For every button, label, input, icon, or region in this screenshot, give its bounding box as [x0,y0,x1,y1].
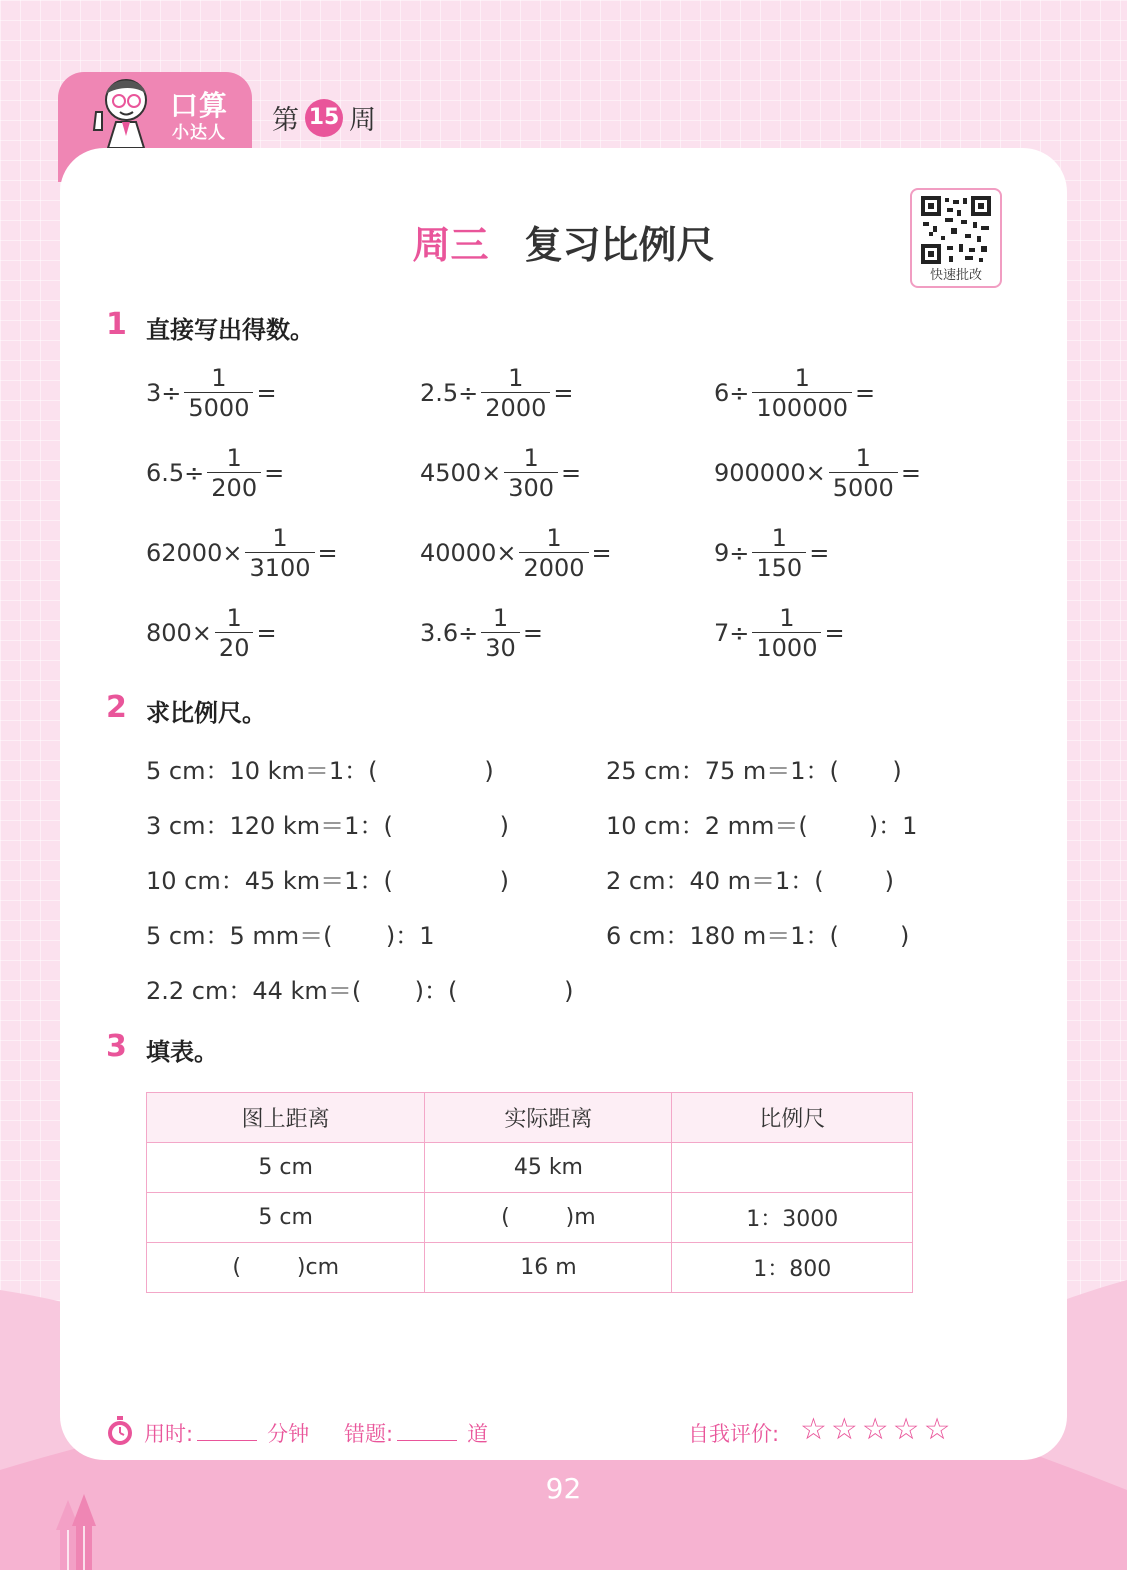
table-header-cell: 图上距离 [147,1093,425,1143]
table-cell: 45 km [425,1143,672,1193]
badge-title: 口算 [170,89,229,122]
calc-problem: 62000× $\frac{1}{3100}$ = [146,524,338,582]
table-header-row [147,1093,913,1143]
calc-problem: 6÷ $\frac{1}{100000}$ = [714,364,876,422]
rating-stars[interactable]: ☆☆☆☆☆ [800,1412,955,1447]
time-unit: 分钟 [267,1422,310,1446]
table-header-cell: 实际距离 [425,1093,672,1143]
scale-table [146,1092,913,1293]
qr-label: 快速批改 [929,268,982,283]
mascot-icon [78,72,164,148]
scale-problem: 10 cm：45 km＝1：( ) [146,867,509,895]
calc-problem: 900000× $\frac{1}{5000}$ = [714,444,921,502]
error-unit: 道 [467,1422,489,1446]
table-cell: 5 cm [147,1193,425,1243]
title-day: 周三 [412,223,489,267]
calc-problem: 7÷ $\frac{1}{1000}$ = [714,604,845,662]
table-row [147,1243,913,1293]
table-cell: 5 cm [147,1143,425,1193]
time-field[interactable] [144,1418,309,1448]
table-row [147,1143,913,1193]
table-cell-answer[interactable] [672,1143,913,1193]
error-field[interactable] [344,1418,488,1448]
section-1-number: 1 [106,307,127,342]
title-topic: 复习比例尺 [524,223,715,267]
calc-problem: 2.5÷ $\frac{1}{2000}$ = [420,364,574,422]
section-3-title: 填表。 [146,1038,218,1066]
table-cell: 1：800 [672,1243,913,1293]
time-label: 用时: [144,1422,194,1446]
error-blank[interactable] [397,1440,457,1441]
pencil-icon [54,1490,98,1570]
week-suffix: 周 [349,105,376,136]
table-cell-answer[interactable]: ( )cm [147,1243,425,1293]
qr-code-icon [921,196,991,264]
calc-problem: 4500× $\frac{1}{300}$ = [420,444,582,502]
section-2-title: 求比例尺。 [146,699,266,727]
table-cell: 1：3000 [672,1193,913,1243]
table-row [147,1193,913,1243]
week-label [272,98,376,137]
scale-problem: 2.2 cm：44 km＝( )：( ) [146,977,574,1005]
section-2-number: 2 [106,690,127,725]
scale-problem: 5 cm：5 mm＝( )：1 [146,922,435,950]
calc-problem: 9÷ $\frac{1}{150}$ = [714,524,830,582]
table-cell: 16 m [425,1243,672,1293]
table-header-cell: 比例尺 [672,1093,913,1143]
error-label: 错题: [344,1422,394,1446]
scale-problem: 10 cm：2 mm＝( )：1 [606,812,918,840]
stopwatch-icon [106,1416,134,1446]
scale-problem: 6 cm：180 m＝1：( ) [606,922,910,950]
table-cell-answer[interactable]: ( )m [425,1193,672,1243]
week-number: 15 [305,99,343,137]
calc-problem: 800× $\frac{1}{20}$ = [146,604,277,662]
scale-problem: 2 cm：40 m＝1：( ) [606,867,895,895]
self-eval-label: 自我评价: [688,1422,780,1446]
calc-problem: 40000× $\frac{1}{2000}$ = [420,524,612,582]
calc-problem: 3.6÷ $\frac{1}{30}$ = [420,604,543,662]
scale-problem: 5 cm：10 km＝1：( ) [146,757,494,785]
section-3-number: 3 [106,1029,127,1064]
week-prefix: 第 [272,105,299,136]
scale-problem: 3 cm：120 km＝1：( ) [146,812,509,840]
page-number: 92 [545,1472,582,1505]
section-1-title: 直接写出得数。 [146,316,314,344]
calc-problem: 3÷ $\frac{1}{5000}$ = [146,364,277,422]
calc-problem: 6.5÷ $\frac{1}{200}$ = [146,444,285,502]
qr-code[interactable] [910,188,1002,288]
scale-problem: 25 cm：75 m＝1：( ) [606,757,902,785]
time-blank[interactable] [197,1440,257,1441]
badge-subtitle: 小达人 [172,123,226,143]
